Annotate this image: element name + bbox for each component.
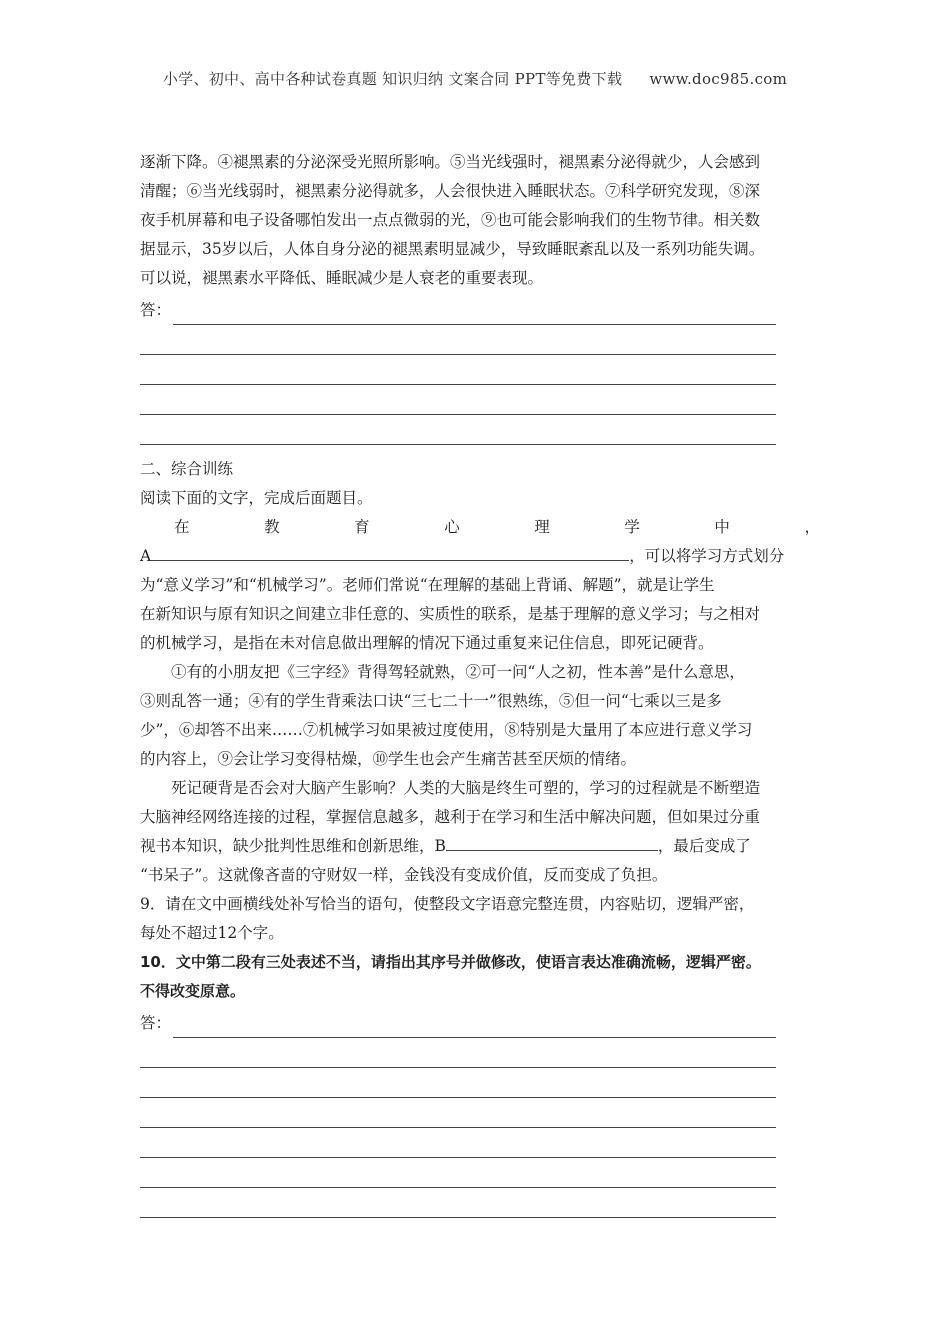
question-10: 10．文中第二段有三处表述不当，请指出其序号并做修改，使语言表达准确流畅，逻辑严密。	[140, 953, 761, 971]
spread-char: 育	[354, 518, 370, 536]
header-text: 小学、初中、高中各种试卷真题 知识归纳 文案合同 PPT等免费下载	[162, 70, 623, 88]
answer-line[interactable]	[140, 1158, 776, 1188]
passage1-line: 逐渐下降。④褪黑素的分泌深受光照所影响。⑤当光线强时，褪黑素分泌得就少，人会感到	[140, 153, 761, 171]
passage1-line: 清醒；⑥当光线弱时，褪黑素分泌得就多，人会很快进入睡眠状态。⑦科学研究发现，⑧深	[140, 182, 761, 200]
answer-line[interactable]	[140, 325, 776, 355]
line-b-tail: ，最后变成了	[657, 837, 751, 855]
question-10-cont: 不得改变原意。	[140, 982, 246, 1000]
answer-line[interactable]	[140, 355, 776, 385]
paragraph-line: 的内容上，⑨会让学习变得枯燥，⑩学生也会产生痛苦甚至厌烦的情绪。	[140, 750, 637, 768]
passage1-line: 夜手机屏幕和电子设备哪怕发出一点点微弱的光，⑨也可能会影响我们的生物节律。相关数	[140, 211, 761, 229]
answer-line[interactable]	[140, 1068, 776, 1098]
answer-line[interactable]	[140, 385, 776, 415]
answer-label: 答：	[140, 1014, 172, 1032]
spread-char: 中	[714, 518, 730, 536]
answer-line[interactable]	[140, 415, 776, 445]
paragraph-line: ①有的小朋友把《三字经》背得驾轻就熟，②可一问“人之初，性本善”是什么意思，	[171, 663, 745, 681]
section-instruction: 阅读下面的文字，完成后面题目。	[140, 489, 373, 507]
spread-char: 心	[444, 518, 460, 536]
passage1-line: 可以说，褪黑素水平降低、睡眠减少是人衰老的重要表现。	[140, 269, 544, 287]
answer-area-2[interactable]	[140, 1008, 820, 1218]
question-9-cont: 每处不超过12个字。	[140, 924, 284, 942]
document-body	[140, 148, 820, 1218]
paragraph-line: “书呆子”。这就像吝啬的守财奴一样，金钱没有变成价值，反而变成了负担。	[140, 866, 668, 884]
spread-char: 学	[624, 518, 640, 536]
answer-line[interactable]	[173, 308, 776, 325]
header-site-link[interactable]: www.doc985.com	[649, 70, 788, 88]
paragraph-line: ③则乱答一通；④有的学生背乘法口诀“三七二十一”很熟练，⑤但一问“七乘以三是多	[140, 692, 722, 710]
paragraph-line: 在新知识与原有知识之间建立非任意的、实质性的联系，是基于理解的意义学习；与之相对	[140, 605, 761, 623]
answer-line[interactable]	[140, 1188, 776, 1218]
answer-label: 答：	[140, 301, 172, 319]
answer-line[interactable]	[140, 1128, 776, 1158]
passage1-line: 据显示，35岁以后，人体自身分泌的褪黑素明显减少，导致睡眠紊乱以及一系列功能失调。	[140, 240, 765, 258]
spread-char: 教	[264, 518, 280, 536]
answer-line[interactable]	[140, 1098, 776, 1128]
spread-line	[140, 513, 820, 542]
fill-blank-b[interactable]	[446, 832, 658, 851]
paragraph-line: 为“意义学习”和“机械学习”。老师们常说“在理解的基础上背诵、解题”，就是让学生	[140, 576, 715, 594]
page-header	[0, 68, 950, 89]
paragraph-line: 的机械学习，是指在未对信息做出理解的情况下通过重复来记住信息，即死记硬背。	[140, 634, 714, 652]
paragraph-line: 大脑神经网络连接的过程，掌握信息越多，越利于在学习和生活中解决问题，但如果过分重	[140, 808, 761, 826]
line-with-blank-b	[140, 832, 820, 861]
spread-char: 在	[174, 518, 190, 536]
line-with-blank-a	[140, 542, 820, 571]
line-b-head: 视书本知识，缺少批判性思维和创新思维，B	[140, 837, 446, 855]
section-heading: 二、综合训练	[140, 460, 234, 478]
line-a-tail: ，可以将学习方式划分	[629, 547, 785, 565]
spread-char: 理	[534, 518, 550, 536]
answer-line[interactable]	[140, 1038, 776, 1068]
answer-line[interactable]	[173, 1021, 776, 1038]
paragraph-line: 死记硬背是否会对大脑产生影响？人类的大脑是终生可塑的，学习的过程就是不断塑造	[171, 779, 761, 797]
answer-area-1[interactable]	[140, 295, 820, 445]
spread-char: ，	[804, 518, 820, 536]
paragraph-line: 少”，⑥却答不出来……⑦机械学习如果被过度使用，⑧特别是大量用了本应进行意义学习	[140, 721, 753, 739]
blank-a-label: A	[140, 547, 152, 565]
question-9: 9．请在文中画横线处补写恰当的语句，使整段文字语意完整连贯，内容贴切，逻辑严密，	[140, 895, 755, 913]
fill-blank-a[interactable]	[151, 542, 629, 561]
